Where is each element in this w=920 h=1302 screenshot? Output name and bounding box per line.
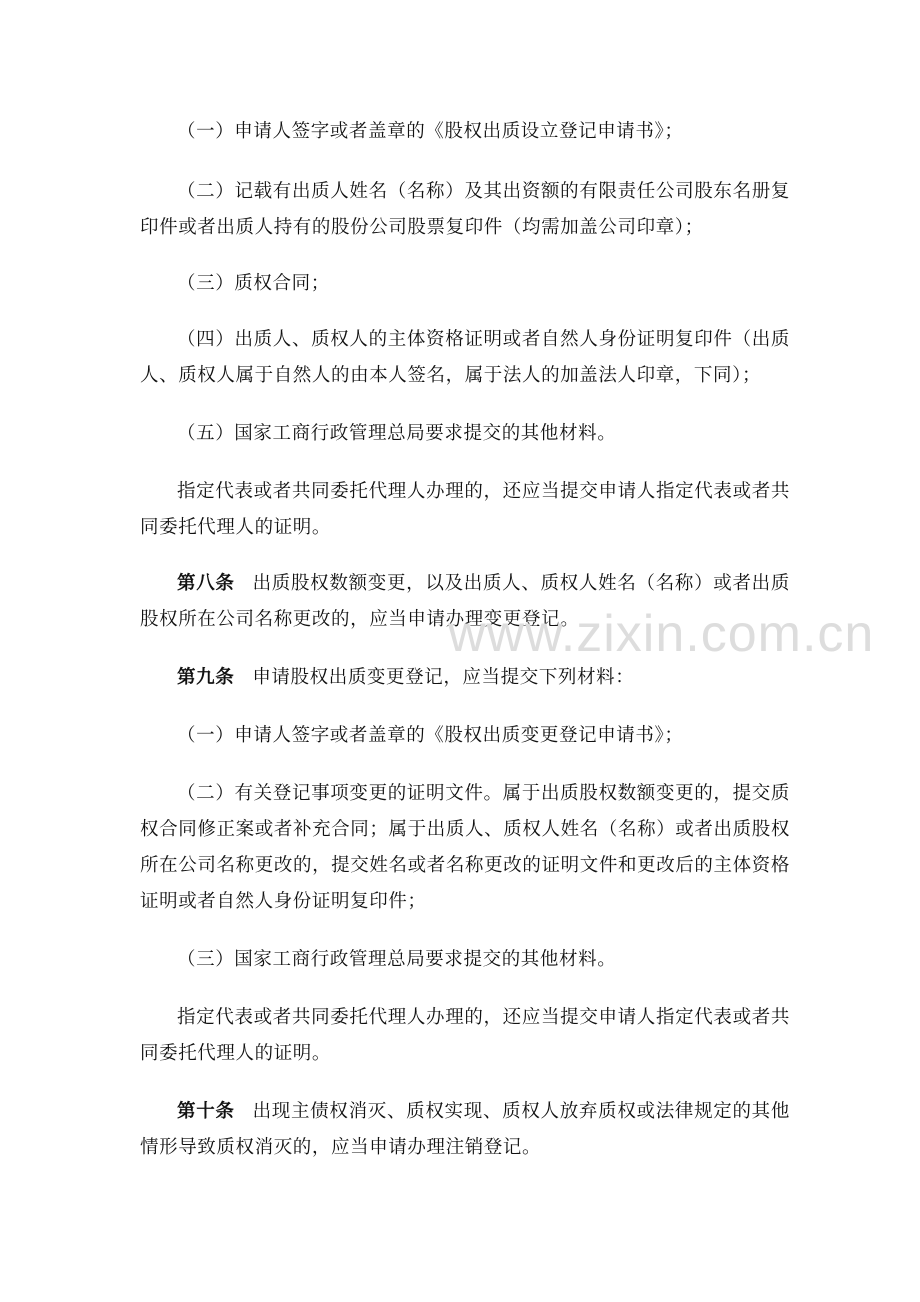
paragraph-change-3: （三）国家工商行政管理总局要求提交的其他材料。: [177, 949, 617, 970]
paragraph-item-5: （五）国家工商行政管理总局要求提交的其他材料。: [177, 423, 617, 444]
article-9-label: 第九条: [177, 667, 235, 688]
paragraph-item-2: （二）记载有出质人姓名（名称）及其出资额的有限责任公司股东名册复印件或者出质人持有的股份公司股票复印件（均需加盖公司印章）；: [140, 181, 790, 238]
article-10-text: 出现主债权消灭、质权实现、质权人放弃质权或法律规定的其他情形导致质权消灭的，应当申请办理注销登记。: [140, 1101, 790, 1158]
paragraph-delegate-1: 指定代表或者共同委托代理人办理的，还应当提交申请人指定代表或者共同委托代理人的证明。: [140, 481, 790, 538]
paragraph-item-4: （四）出质人、质权人的主体资格证明或者自然人身份证明复印件（出质人、质权人属于自然人的由本人签名，属于法人的加盖法人印章，下同）；: [140, 329, 790, 386]
paragraph-change-1: （一）申请人签字或者盖章的《股权出质变更登记申请书》；: [177, 725, 684, 746]
article-9-text: 申请股权出质变更登记，应当提交下列材料：: [252, 667, 635, 688]
article-8: [140, 566, 790, 638]
paragraph-delegate-2: 指定代表或者共同委托代理人办理的，还应当提交申请人指定代表或者共同委托代理人的证明。: [140, 1007, 790, 1064]
paragraph-item-3: （三）质权合同；: [177, 273, 330, 294]
article-10: [140, 1094, 790, 1166]
article-8-text: 出质股权数额变更，以及出质人、质权人姓名（名称）或者出质股权所在公司名称更改的，应当申请办理变更登记。: [140, 573, 790, 630]
article-9: [140, 660, 790, 696]
article-10-label: 第十条: [177, 1101, 235, 1122]
paragraph-item-1: （一）申请人签字或者盖章的《股权出质设立登记申请书》；: [177, 121, 684, 142]
watermark: www.zixin.com.cn: [448, 605, 875, 663]
article-8-label: 第八条: [177, 573, 235, 594]
paragraph-change-2: （二）有关登记事项变更的证明文件。属于出质股权数额变更的，提交质权合同修正案或者补充合同；属于出质人、质权人姓名（名称）或者出质股权所在公司名称更改的，提交姓名或者名称更改的证明文件和更改后的主体资格证明或者自然人身份证明复印件；: [140, 783, 790, 912]
